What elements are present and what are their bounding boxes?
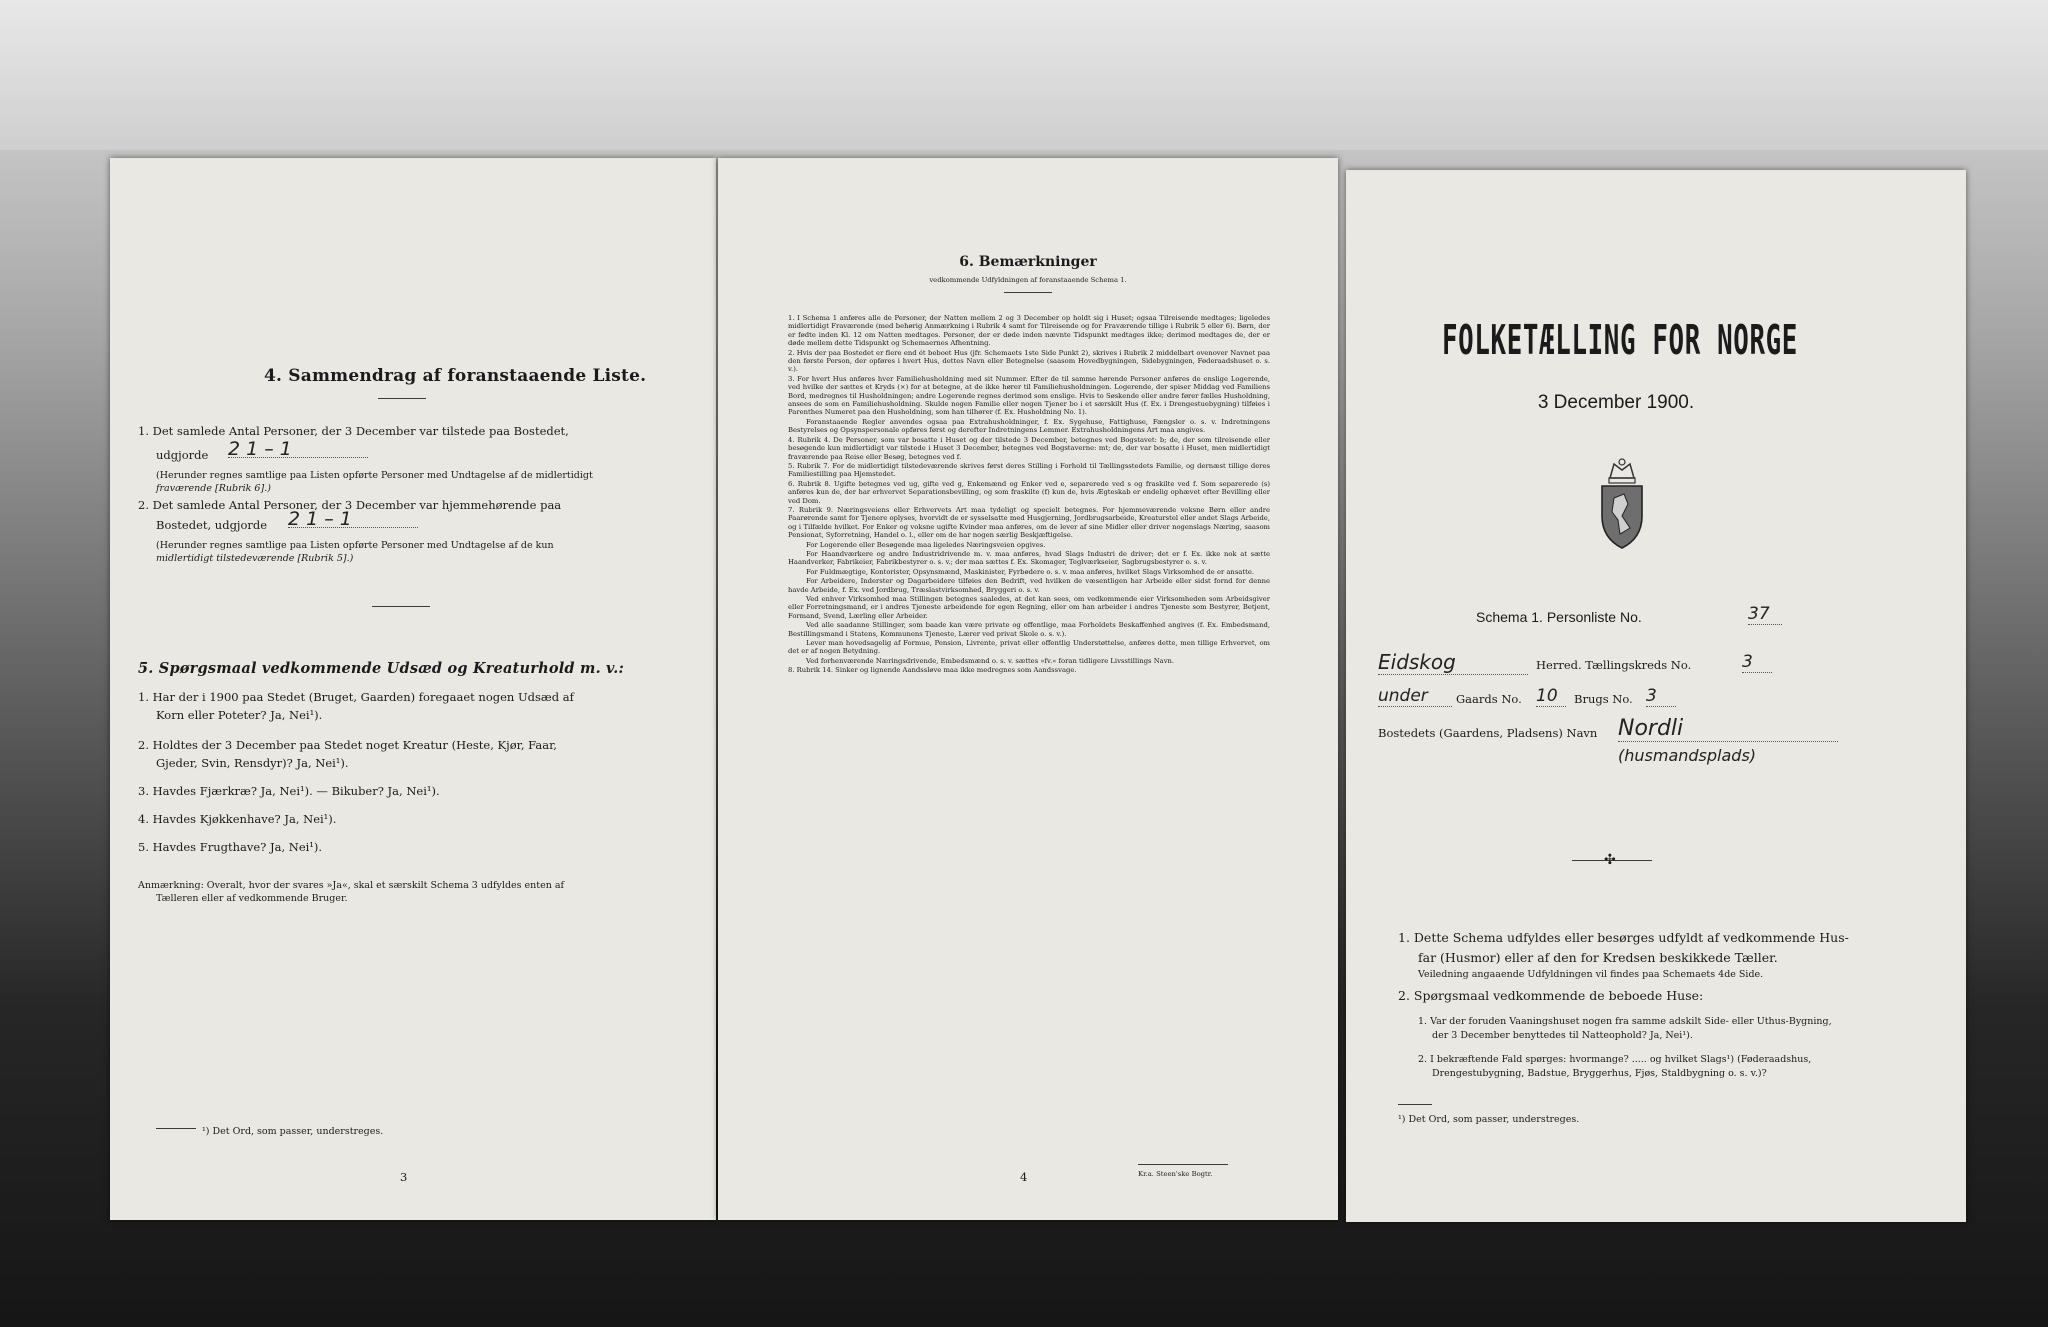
remark-item: For Haandværkere og andre Industridrivende m. v. maa anføres, hvad Slags Industri de driver; det er f. Ex. ikke nok at sætte Haandverker, Fabrikeier, Fabrikbestyrer o. s. v.; der maa sættes f. Ex. Skomager, Teglværkseier, Sagbrugsbestyrer o. s. v. <box>788 549 1270 567</box>
s5-q1-a: 1. Har der i 1900 paa Stedet (Bruget, Gaarden) foregaaet nogen Udsæd af <box>138 690 574 704</box>
remark-item: For Logerende eller Besøgende maa ligeledes Næringsveien opgives. <box>806 540 1046 549</box>
herred-value: Eidskog <box>1378 650 1528 675</box>
remark-item: 7. Rubrik 9. Næringsveiens eller Erhvervets Art maa tydeligt og specielt betegnes. For hjemmeværende voksne Børn eller andre Paarørende samt for Tjenere oplyses, hvorvidt de er sysselsatte med Husgjerning, Jordbrugsarbeide, Kreaturstel eller andet Slags Arbeide, og i Tilfælde hvilket. For Enker og voksne ugifte Kvinder maa anføres, om de lever af sine Midler eller driver nogenslags Næring, saasom Pensionat, Syforretning, Handel o. l., eller om de har nogen særlig Beskjæftigelse. <box>788 505 1270 540</box>
remark-item: 3. For hvert Hus anføres hver Familiehusholdning med sit Nummer. Efter de til samme hørende Personer anføres de enslige Logerende, ved hvilke der sættes et Kryds (×) for at betegne, at de ikke hører til Familiehusholdningen. Logerende, der spiser Middag ved Familiens Bord, medregnes til Husholdningen; andre Logerende regnes derimod som enslige. Hvis to Søskende eller andre fører fælles Husholdning, ansees de som en Familiehusholdning. Skulde nogen Familie eller nogen Tjener bo i et særskilt Hus (f. Ex. i Drengestuebygning) tilføies i Parenthes Numeret paa den Husholdning, som han tilhører (f. Ex. Husholdning No. 1). <box>788 374 1270 417</box>
under-value: under <box>1378 686 1452 707</box>
remark-item: 2. Hvis der paa Bostedet er flere end ét beboet Hus (jfr. Schemaets 1ste Side Punkt 2), skrives i Rubrik 2 middelbart ovenover Navnet paa den første Person, der opføres i hvert Hus, dettes Navn eller Betegnelse (saasom Hovedbygningen, Sidebygningen, Føderaadshuset o. s. v.). <box>788 348 1270 374</box>
remark-item: 6. Rubrik 8. Ugifte betegnes ved ug, gifte ved g, Enkemænd og Enker ved e, separerede ved s og fraskilte ved f. Som separerede (s) anføres kun de, der har erhvervet Separationsbevilling, og som fraskilte (f) kun de, hvis Ægteskab er endelig ophævet efter Bevilling eller ved Dom. <box>788 479 1270 505</box>
remark-item: 1. I Schema 1 anføres alle de Personer, der Natten mellem 2 og 3 December op holdt sig i Huset; ogsaa Tilreisende medtages; ligeledes midlertidigt Fraværende (med behørig Anmærkning i Rubrik 4 samt for Tilreisende og for Fraværende tillige i Rubrik 5 eller 6). Børn, der er fødte inden Kl. 12 om Natten medtages. Personer, der er døde inden nævnte Tidspunkt medtages ikke; derimod medtages de, der er døde mellem dette Tidspunkt og Schemaernes Afhentning. <box>788 314 1270 348</box>
printer-imprint: Kr.a. Steen'ske Bogtr. <box>1138 1170 1213 1178</box>
s5-q5: 5. Havdes Frugthave? Ja, Nei¹). <box>138 840 323 854</box>
printer-divider <box>1138 1164 1228 1165</box>
ornament-icon: ✣ <box>1604 852 1616 868</box>
gaards-no: 10 <box>1536 686 1566 707</box>
instruction-2-1b: der 3 December benyttedes til Natteophold? Ja, Nei¹). <box>1432 1030 1693 1041</box>
remark-item: For Arbeidere, Inderster og Dagarbeidere tilføies den Bedrift, ved hvilken de væsentligen har Arbeide eller sidst fornd for denne havde Arbeide, f. Ex. ved Jordbrug, Træslastvirksomhed, Bryggeri o. s. v. <box>788 577 1270 594</box>
divider <box>1004 292 1052 293</box>
scanner-bed-top <box>0 0 2048 150</box>
q2-value: 2 1 – 1 <box>288 512 418 528</box>
instruction-2-2b: Drengestubygning, Badstue, Bryggerhus, Fjøs, Staldbygning o. s. v.)? <box>1432 1068 1767 1079</box>
remark-item: For Fuldmægtige, Kontorister, Opsynsmænd, Maskinister, Fyrbødere o. s. v. maa anføres, hvilket Slags Virksomhed de er ansatte. <box>806 567 1254 576</box>
q2-note-a: (Herunder regnes samtlige paa Listen opførte Personer med Undtagelse af de kun <box>156 540 554 551</box>
left-page <box>110 158 716 1220</box>
instruction-2-1a: 1. Var der foruden Vaaningshuset nogen fra samme adskilt Side- eller Uthus-Bygning, <box>1418 1016 1832 1027</box>
instruction-2-2a: 2. I bekræftende Fald spørges: hvormange? ..... og hvilket Slags¹) (Føderaadshus, <box>1418 1054 1812 1065</box>
remark-item: Lever man hovedsagelig af Formue, Pension, Livrente, privat eller offentlig Understøttelse, anføres dette, men tillige Erhvervet, om det er af nogen Betydning. <box>788 639 1270 656</box>
brugs-label: Brugs No. <box>1574 692 1633 706</box>
remark-item: 8. Rubrik 14. Sinker og lignende Aandssløve maa ikke medregnes som Aandssvage. <box>788 666 1077 675</box>
middle-page <box>718 158 1338 1220</box>
q2-text: 2. Det samlede Antal Personer, der 3 December var hjemmehørende paa <box>138 498 562 512</box>
anmerkning-b: Tælleren eller af vedkommende Bruger. <box>156 893 348 904</box>
schema-label: Schema 1. Personliste No. <box>1476 609 1642 625</box>
footnote-divider <box>1398 1104 1432 1105</box>
bosted-value: Nordli <box>1618 716 1838 742</box>
s5-q2-b: Gjeder, Svin, Rensdyr)? Ja, Nei¹). <box>156 756 349 770</box>
herred-label: Herred. Tællingskreds No. <box>1536 658 1692 672</box>
remark-item: Ved forhenværende Næringsdrivende, Embedsmænd o. s. v. sættes »fv.« foran tidligere Livsstillings Navn. <box>806 656 1175 665</box>
coat-of-arms-icon <box>1594 454 1650 552</box>
right-page <box>1346 170 1966 1222</box>
remarks-subtitle: vedkommende Udfyldningen af foranstaaende Schema 1. <box>929 276 1127 284</box>
brugs-no: 3 <box>1646 686 1676 707</box>
remark-item: Ved enhver Virksomhed maa Stillingen betegnes saaledes, at det kan sees, om vedkommende eier Virksomheden som Arbeidsgiver eller Forretningsmand, er i andres Tjeneste arbeidende for egen Regning, eller om han arbeider i andres Tjeneste som Bestyrer, Betjent, Formand, Svend, Lærling eller Arbeider. <box>788 595 1270 620</box>
q2-label: Bostedet, udgjorde <box>156 518 268 532</box>
divider <box>378 398 426 399</box>
page-number: 3 <box>400 1170 408 1184</box>
q2-note-b: midlertidigt tilstedeværende [Rubrik 5].) <box>156 553 354 564</box>
personliste-no: 37 <box>1748 604 1782 625</box>
remarks-title: 6. Bemærkninger <box>959 254 1097 270</box>
anmerkning-a: Anmærkning: Overalt, hvor der svares »Ja«, skal et særskilt Schema 3 udfyldes enten af <box>138 880 565 891</box>
remark-item: 5. Rubrik 7. For de midlertidigt tilstedeværende skrives først deres Stilling i Forhold til Tællingsstedets Familie, og dernæst tillige deres Familiestilling paa Hjemstedet. <box>788 461 1270 479</box>
divider <box>372 606 430 607</box>
remark-item: 4. Rubrik 4. De Personer, som var bosatte i Huset og der tilstede 3 December, betegnes ved Bogstavet: b; de, der som tilreisende eller besøgende kun midlertidigt var tilstede i Huset 3 December, betegnes ved Bogstaverne: mt; de, der var bosatte i Huset, men midlertidigt fraværende paa Reise eller Besøg, betegnes ved f. <box>788 435 1270 461</box>
s5-q3: 3. Havdes Fjærkræ? Ja, Nei¹). — Bikuber? Ja, Nei¹). <box>138 784 440 798</box>
census-date: 3 December 1900. <box>1537 392 1695 413</box>
q1-value: 2 1 – 1 <box>228 442 368 458</box>
remark-item: Ved alle saadanne Stillinger, som baade kan være private og offentlige, maa Forholdets Beskaffenhed angives (f. Ex. Embedsmand, Bestillingsmand i Statens, Kommunens Tjeneste, Lærer ved privat Skole o. s. v.). <box>788 621 1270 638</box>
section4-title: 4. Sammendrag af foranstaaende Liste. <box>264 366 647 386</box>
bosted-label: Bostedets (Gaardens, Pladsens) Navn <box>1378 726 1598 740</box>
kreds-no: 3 <box>1742 652 1772 673</box>
s5-q1-b: Korn eller Poteter? Ja, Nei¹). <box>156 708 323 722</box>
footnote-divider <box>156 1128 196 1129</box>
instruction-1b: far (Husmor) eller af den for Kredsen beskikkede Tæller. <box>1418 950 1778 965</box>
s5-q2-a: 2. Holdtes der 3 December paa Stedet noget Kreatur (Heste, Kjør, Faar, <box>138 738 557 752</box>
q1-text: 1. Det samlede Antal Personer, der 3 December var tilstede paa Bostedet, <box>138 424 569 438</box>
remark-item: Foranstaaende Regler anvendes ogsaa paa Extrahusholdninger, f. Ex. Sygehuse, Fattighuse, Fængsler o. s. v. Indretningens Bestyrelses og Opsynspersonale opføres først og derefter Indretningens Lemmer. Extrahusholdningens Art maa angives. <box>788 417 1270 435</box>
bosted-sub: (husmandsplads) <box>1618 746 1757 765</box>
footnote: ¹) Det Ord, som passer, understreges. <box>202 1126 384 1137</box>
q1-label: udgjorde <box>156 448 209 462</box>
section5-title: 5. Spørgsmaal vedkommende Udsæd og Kreaturhold m. v.: <box>138 660 625 677</box>
s5-q4: 4. Havdes Kjøkkenhave? Ja, Nei¹). <box>138 812 337 826</box>
main-title: FOLKETÆLLING FOR NORGE <box>1442 316 1798 364</box>
footnote: ¹) Det Ord, som passer, understreges. <box>1398 1114 1580 1125</box>
remarks-list <box>788 314 1270 676</box>
page-number: 4 <box>1020 1170 1028 1184</box>
q1-note-a: (Herunder regnes samtlige paa Listen opførte Personer med Undtagelse af de midlertidigt <box>156 470 593 481</box>
instruction-1a: 1. Dette Schema udfyldes eller besørges udfyldt af vedkommende Hus- <box>1398 930 1849 945</box>
instruction-1c: Veiledning angaaende Udfyldningen vil findes paa Schemaets 4de Side. <box>1418 969 1764 980</box>
q1-note-b: fraværende [Rubrik 6].) <box>156 483 271 494</box>
instruction-2: 2. Spørgsmaal vedkommende de beboede Huse: <box>1398 988 1704 1003</box>
gaards-label: Gaards No. <box>1456 692 1522 706</box>
